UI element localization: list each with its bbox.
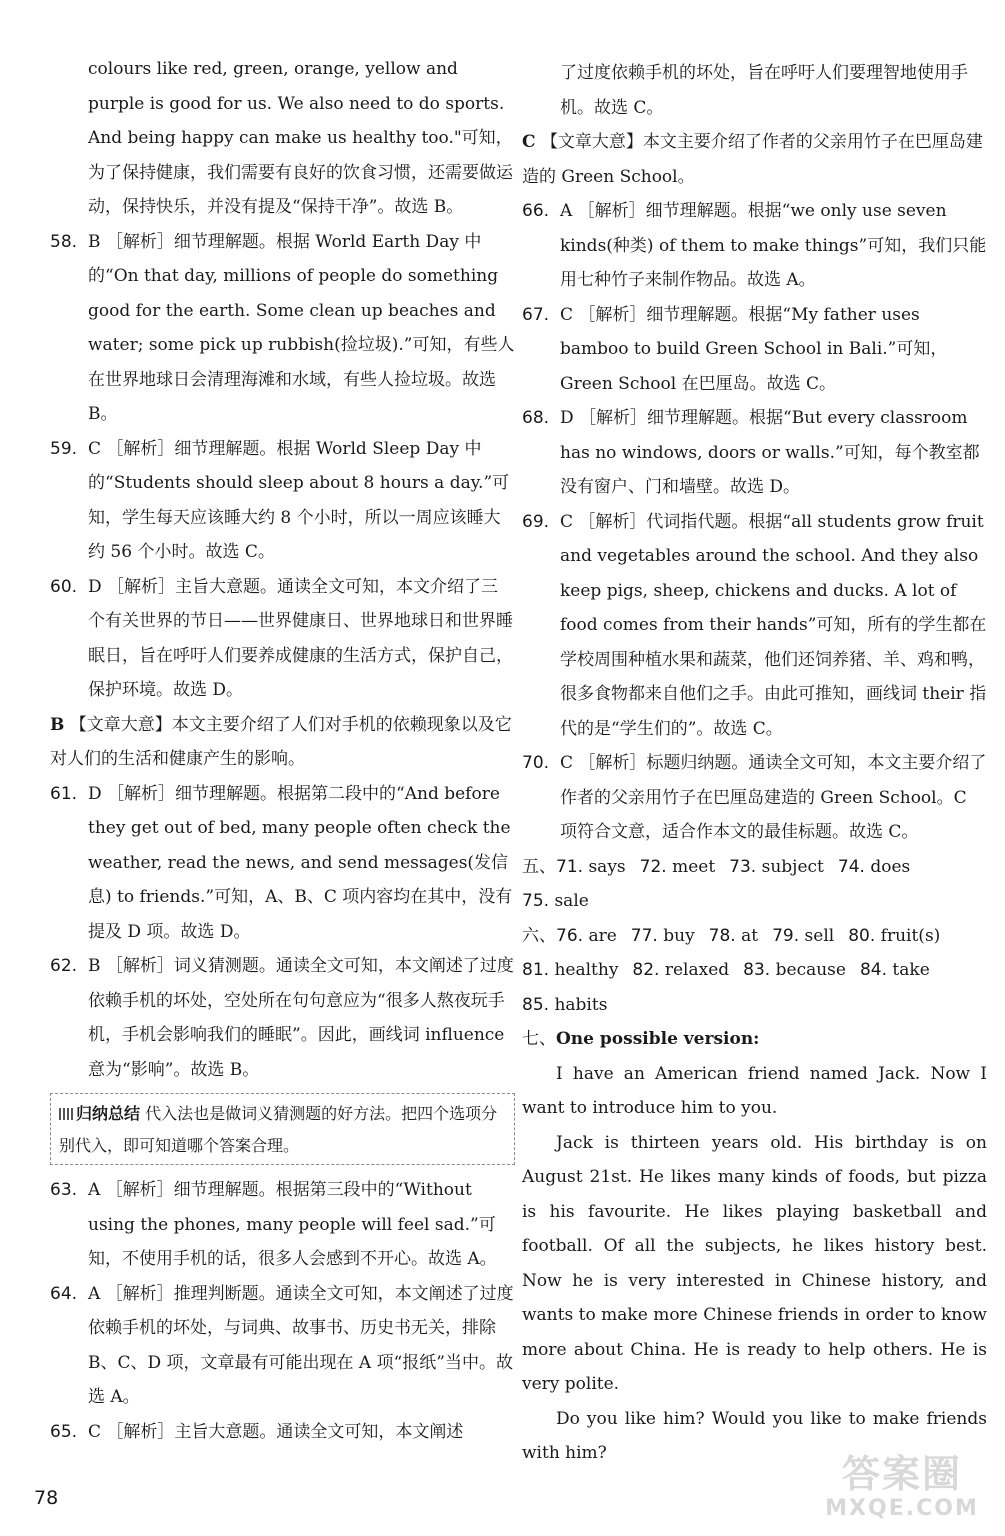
answer-item [522, 194, 987, 298]
answer-text: D ［解析］主旨大意题。通读全文可知，本文介绍了三个有关世界的节日——世界健康日、世界地球日和世界睡眠日，旨在呼吁人们要养成健康的生活方式，保护自己，保护环境。故选 D。 [88, 576, 513, 700]
summary-text: 代入法也是做词义猜测题的好方法。把四个选项分别代入，即可知道哪个答案合理。 [59, 1104, 498, 1155]
watermark-title: 答案圈 [841, 1452, 962, 1496]
answer-item [522, 746, 987, 850]
continued-answer-65: 了过度依赖手机的坏处，旨在呼吁人们要理智地使用手机。故选 C。 [560, 63, 968, 118]
answer-item [50, 1415, 515, 1450]
answer-text: D ［解析］细节理解题。根据第二段中的“And before they get out of bed, many people often check the weather, read the news, and send messages(发信息) to friends.”可知，A、B、C 项内容均在其中，没有提及 D 项。故选 D。 [88, 783, 513, 942]
fill-answer: 75. sale [522, 891, 589, 911]
answer-item [522, 401, 987, 505]
part-six-answers [522, 919, 987, 954]
answer-text: A ［解析］细节理解题。根据第三段中的“Without using the phones, many people will feel sad.”可知，不使用手机的话，很多人会感到不开心。故选 A。 [88, 1180, 497, 1269]
fill-answer: 80. fruit(s) [848, 925, 941, 946]
answer-item [50, 432, 515, 570]
essay-paragraph: Do you like him? Would you like to make friends with him? [522, 1408, 987, 1463]
fill-answer: 85. habits [522, 994, 608, 1015]
page-number: 78 [34, 1487, 59, 1509]
answer-text: A ［解析］推理判断题。通读全文可知，本文阐述了过度依赖手机的坏处，与词典、故事书、历史书无关，排除 B、C、D 项，文章最有可能出现在 A 项“报纸”当中。故选 A。 [88, 1283, 514, 1407]
essay-paragraph: Jack is thirteen years old. His birthday is on August 21st. He likes many kinds of foods, but pizza is his favourite. He likes playing basketball and football. Of all the subjects, he likes history best. Now he is very interested in Chinese history, and wants to make more Chinese friends in order to know more about China. He is ready to help others. He is very polite. [522, 1132, 987, 1394]
note-icon [59, 1108, 73, 1120]
section-letter: B [50, 714, 65, 735]
question-number: 58. [50, 231, 78, 252]
left-column [50, 52, 515, 1449]
answer-item [522, 505, 987, 747]
question-number: 66. [522, 201, 550, 221]
fill-answer: 76. are [556, 925, 617, 946]
answer-item [50, 777, 515, 950]
part-six-answers-cont2 [522, 988, 987, 1023]
answer-text: A ［解析］细节理解题。根据“we only use seven kinds(种类) of them to make things”可知，我们只能用七种竹子来制作物品。故选 A。 [560, 201, 987, 290]
question-number: 68. [522, 408, 550, 428]
summary-title: 归纳总结 [76, 1104, 141, 1123]
question-number: 65. [50, 1421, 78, 1442]
summary-tip-box [50, 1093, 515, 1165]
fill-answer: 82. relaxed [632, 960, 730, 980]
fill-answer: 84. take [859, 960, 930, 980]
answer-item [50, 1173, 515, 1277]
section-c-summary [522, 125, 987, 194]
part-seven-heading [522, 1022, 987, 1057]
answer-text: C ［解析］代词指代题。根据“all students grow fruit and vegetables around the school. And they also keep pigs, sheep, chickens and ducks. A lot of food comes from their hands”可知，所有的学生都在学校周围种植水果和蔬菜，他们还饲养猪、羊、鸡和鸭，很多食物都来自他们之手。由此可推知，画线词 their 指代的是“学生们的”。故选 C。 [560, 511, 987, 739]
answer-text: C ［解析］主旨大意题。通读全文可知，本文阐述 [88, 1421, 464, 1442]
question-number: 69. [522, 511, 550, 532]
answer-item [50, 225, 515, 432]
essay-paragraph: I have an American friend named Jack. Now I want to introduce him to you. [522, 1063, 987, 1118]
question-number: 61. [50, 783, 78, 804]
question-number: 59. [50, 438, 78, 459]
answer-text: B ［解析］细节理解题。根据 World Earth Day 中的“On that day, millions of people do something good for the earth. Some clean up beaches and water; some pick up rubbish(捡垃圾).”可知，有些人在世界地球日会清理海滩和水域，有些人捡垃圾。故选 B。 [88, 231, 515, 424]
continued-answer-57: colours like red, green, orange, yellow and purple is good for us. We also need to do sports. And being happy can make us healthy too."可知，为了保持健康，我们需要有良好的饮食习惯，还需要做运动，保持快乐，并没有提及“保持干净”。故选 B。 [88, 59, 513, 217]
answer-item [50, 570, 515, 708]
part-label: 五、 [522, 856, 556, 877]
answer-text: C ［解析］细节理解题。根据 World Sleep Day 中的“Students should sleep about 8 hours a day.”可知，学生每天应该睡大约 8 个小时，所以一周应该睡大约 56 个小时。故选 C。 [88, 438, 510, 562]
fill-answer: 78. at [708, 925, 759, 946]
question-number: 60. [50, 576, 78, 597]
section-letter: C [522, 132, 536, 152]
question-number: 63. [50, 1180, 78, 1200]
essay-heading: One possible version: [556, 1029, 760, 1049]
answer-item [50, 1277, 515, 1415]
question-number: 70. [522, 753, 550, 773]
answer-text: C ［解析］标题归纳题。通读全文可知，本文主要介绍了作者的父亲用竹子在巴厘岛建造的 Green School。C 项符合文意，适合作本文的最佳标题。故选 C。 [560, 753, 987, 842]
answer-text: B ［解析］词义猜测题。通读全文可知，本文阐述了过度依赖手机的坏处，空处所在句句意应为“很多人熬夜玩手机，手机会影响我们的睡眠”。因此，画线词 influence 意为“影响”。故选 B。 [88, 956, 514, 1080]
fill-answer: 77. buy [630, 925, 695, 946]
right-column [522, 52, 987, 1471]
fill-answer: 71. says [556, 856, 626, 877]
section-text: 【文章大意】本文主要介绍了作者的父亲用竹子在巴厘岛建造的 Green School。 [522, 132, 983, 187]
fill-answer: 73. subject [729, 856, 824, 877]
fill-answer: 72. meet [639, 856, 716, 877]
fill-answer: 83. because [743, 960, 846, 980]
question-number: 64. [50, 1283, 78, 1304]
fill-answer: 79. sell [772, 925, 835, 946]
answer-text: C ［解析］细节理解题。根据“My father uses bamboo to build Green School in Bali.”可知，Green School 在巴厘岛。故选 C。 [560, 304, 948, 394]
part-six-answers-cont [522, 953, 987, 988]
section-text: 【文章大意】本文主要介绍了人们对手机的依赖现象以及它对人们的生活和健康产生的影响。 [50, 714, 512, 769]
part-label: 七、 [522, 1029, 556, 1049]
fill-answer: 81. healthy [522, 960, 619, 980]
part-five-answers-cont [522, 884, 987, 919]
part-label: 六、 [522, 925, 556, 946]
answer-text: D ［解析］细节理解题。根据“But every classroom has no windows, doors or walls.”可知，每个教室都没有窗户、门和墙壁。故选 D。 [560, 408, 980, 497]
section-b-summary [50, 708, 515, 777]
answer-item [50, 949, 515, 1087]
watermark-url: MXQE.COM [825, 1496, 979, 1521]
watermark-logo [817, 1452, 987, 1526]
part-five-answers [522, 850, 987, 885]
question-number: 67. [522, 304, 550, 325]
fill-answer: 74. does [837, 856, 911, 877]
answer-item [522, 298, 987, 402]
question-number: 62. [50, 956, 78, 976]
